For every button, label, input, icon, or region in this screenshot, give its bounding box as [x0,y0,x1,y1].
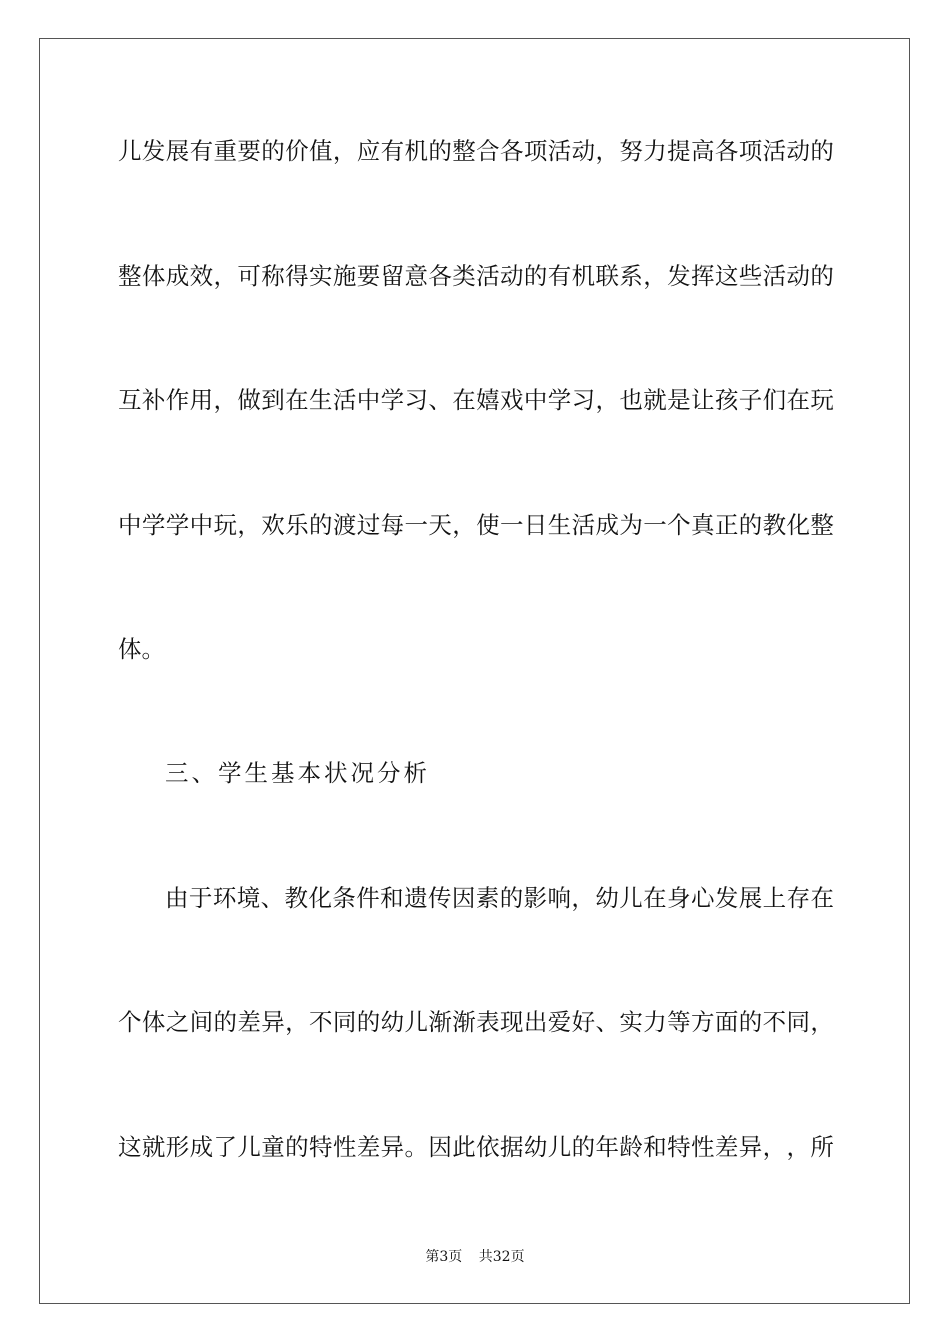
text-line: 这 就 形 成 了 儿 童 的 特 性 差 异 。 因 此 依 据 幼 儿 的 年 龄 和 特 性 差 异 ， ， 所 [118,1133,834,1161]
page-total: 共32页 [478,1249,525,1265]
text-line: 中 学 学 中 玩 ， 欢 乐 的 渡 过 每 一 天 ， 使 一 日 生 活 成 为 一 个 真 正 的 教 化 整 [118,511,834,539]
section-heading: 三、学生基本状况分析 [165,759,430,787]
page-footer [0,1248,950,1266]
text-line: 儿 发 展 有 重 要 的 价 值 ， 应 有 机 的 整 合 各 项 活 动 ， 努 力 提 高 各 项 活 动 的 [118,137,834,165]
page-frame [39,38,910,1304]
text-line: 整 体 成 效 ， 可 称 得 实 施 要 留 意 各 类 活 动 的 有 机 联 系 ， 发 挥 这 些 活 动 的 [118,262,834,290]
text-line: 个 体 之 间 的 差 异 ， 不 同 的 幼 儿 渐 渐 表 现 出 爱 好 、 实 力 等 方 面 的 不 同 ， [118,1008,834,1036]
page-number: 第3页 [425,1249,463,1265]
text-line: 互 补 作 用 ， 做 到 在 生 活 中 学 习 、 在 嬉 戏 中 学 习 ， 也 就 是 让 孩 子 们 在 玩 [118,386,834,414]
text-line: 体。 [118,635,165,663]
text-line: 由 于 环 境 、 教 化 条 件 和 遗 传 因 素 的 影 响 ， 幼 儿 在 身 心 发 展 上 存 在 [165,884,834,912]
